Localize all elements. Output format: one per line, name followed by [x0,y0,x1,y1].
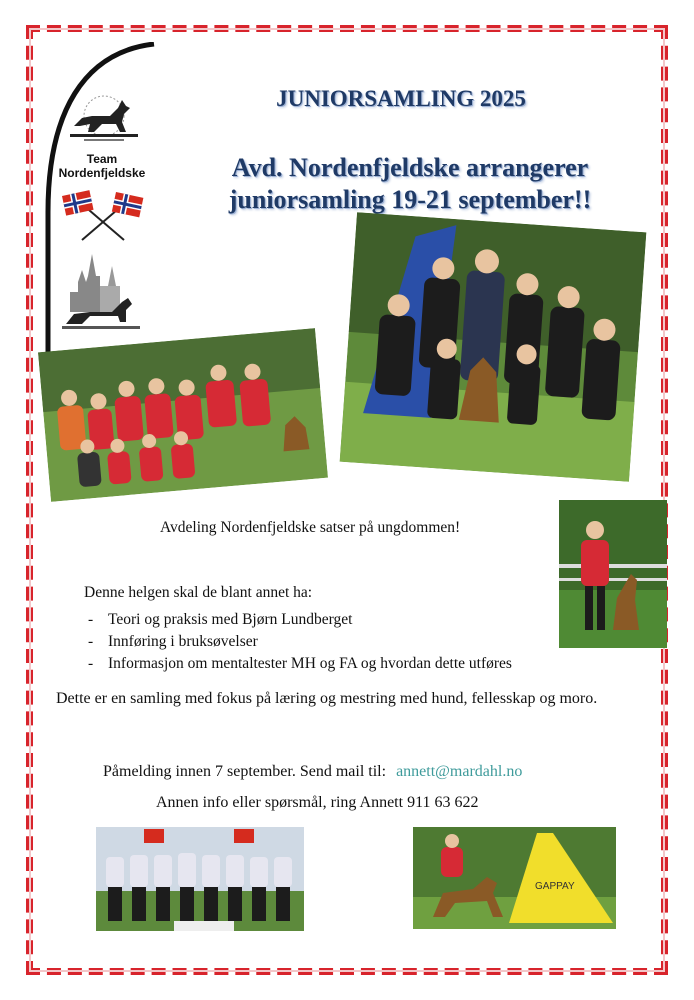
slogan-text: Avdeling Nordenfjeldske satser på ungdommen! [160,519,461,536]
group-photo-red-shirts [38,328,328,502]
event-subtitle [150,152,670,216]
email-link[interactable]: annett@mardahl.no [396,763,523,780]
team-name [52,152,152,180]
signup-line [103,763,522,781]
photo-handler-with-dog [559,500,667,648]
team-label: Team [86,152,118,166]
program-intro: Denne helgen skal de blant annet ha: [84,584,313,601]
signup-text: Påmelding innen 7 september. Send mail til: [103,763,387,780]
page-title: JUNIORSAMLING 2025 [276,86,526,111]
photo-team-lineup [96,827,304,931]
crossed-norway-flags-icon [58,190,148,242]
program-list [88,609,512,675]
subtitle-line-1: Avd. Nordenfjeldske arrangerer [231,153,589,182]
cathedral-dog-icon [60,252,142,334]
tunnel-label: GAPPAY [535,881,575,892]
photo-dog-tunnel [413,827,616,929]
team-nordenfjeldske-label: Nordenfjeldske [58,166,146,180]
contact-info: Annen info eller spørsmål, ring Annett 911 63 622 [156,794,479,811]
subtitle-line-2: juniorsamling 19-21 september!! [228,185,592,214]
group-photo-black-jackets [340,212,647,482]
description-paragraph: Dette er en samling med fokus på læring og mestring med hund, fellesskap og moro. [56,690,598,707]
list-item: - Innføring i bruksøvelser [88,631,512,653]
list-item: - Teori og praksis med Bjørn Lundberget [88,609,512,631]
list-item: - Informasjon om mentaltester MH og FA og hvordan dette utføres [88,653,512,675]
